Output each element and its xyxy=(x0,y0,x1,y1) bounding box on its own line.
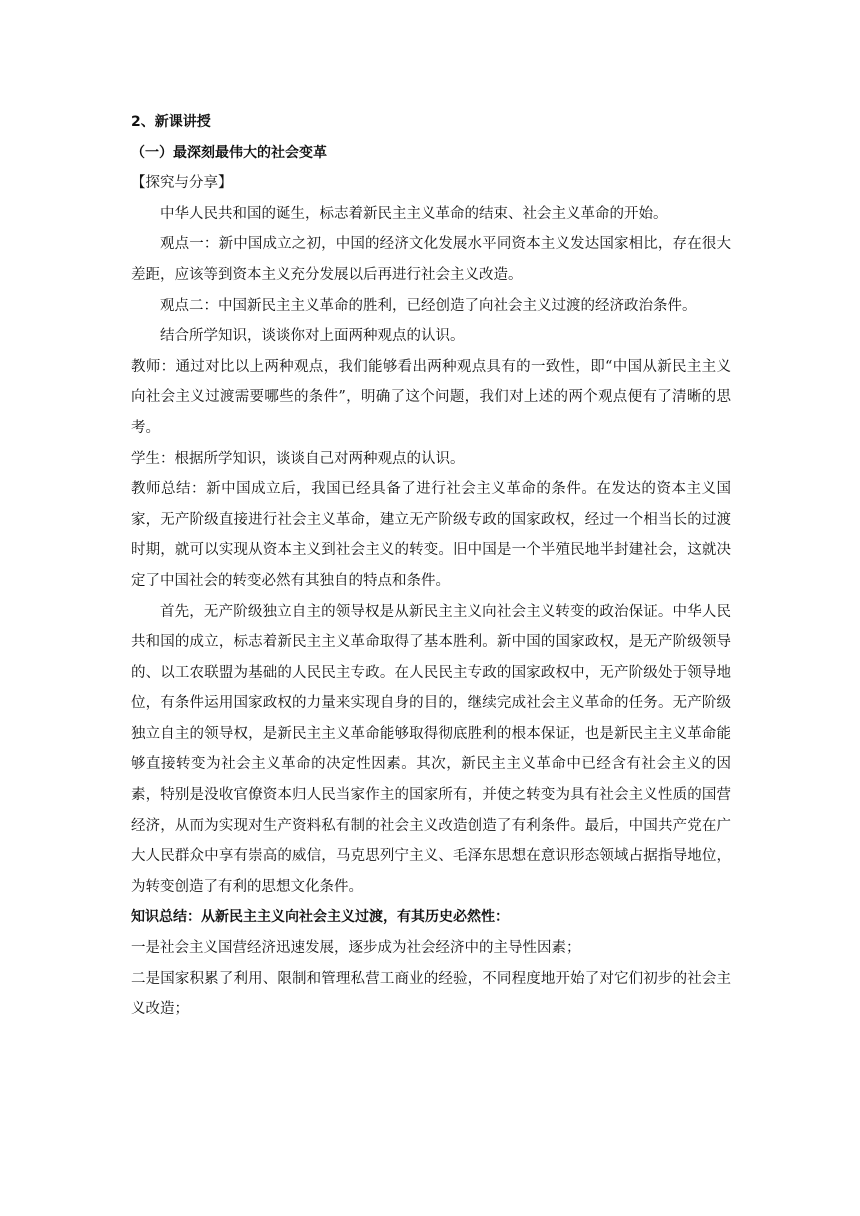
paragraph-viewpoint-one: 观点一：新中国成立之初，中国的经济文化发展水平同资本主义发达国家相比，存在很大差距，应该等到资本主义充分发展以后再进行社会主义改造。 xyxy=(131,236,731,283)
document-page xyxy=(131,107,731,1025)
paragraph-teacher: 教师：通过对比以上两种观点，我们能够看出两种观点具有的一致性，即“中国从新民主主义向社会主义过渡需要哪些的条件”，明确了这个问题，我们对上述的两个观点便有了清晰的思考。 xyxy=(131,358,731,436)
subsection-heading: （一）最深刻最伟大的社会变革 xyxy=(131,144,327,161)
paragraph-explanation: 首先，无产阶级独立自主的领导权是从新民主主义向社会主义转变的政治保证。中华人民共和国的成立，标志着新民主主义革命取得了基本胜利。新中国的国家政权，是无产阶级领导的、以工农联盟为基础的人民民主专政。在人民民主专政的国家政权中，无产阶级处于领导地位，有条件运用国家政权的力量来实现自身的目的，继续完成社会主义革命的任务。无产阶级独立自主的领导权，是新民主主义革命能够取得彻底胜利的根本保证，也是新民主主义革命能够直接转变为社会主义革命的决定性因素。其次，新民主主义革命中已经含有社会主义的因素，特别是没收官僚资本归人民当家作主的国家所有，并使之转变为具有社会主义性质的国营经济，从而为实现对生产资料私有制的社会主义改造创造了有利条件。最后，中国共产党在广大人民群众中享有崇高的威信，马克思列宁主义、毛泽东思想在意识形态领域占据指导地位，为转变创造了有利的思想文化条件。 xyxy=(131,603,731,895)
paragraph-intro: 中华人民共和国的诞生，标志着新民主主义革命的结束、社会主义革命的开始。 xyxy=(160,205,668,222)
paragraph-teacher-summary: 教师总结：新中国成立后，我国已经具备了进行社会主义革命的条件。在发达的资本主义国家，无产阶级直接进行社会主义革命，建立无产阶级专政的国家政权，经过一个相当长的过渡时期，就可以实现从资本主义到社会主义的转变。旧中国是一个半殖民地半封建社会，这就决定了中国社会的转变必然有其独自的特点和条件。 xyxy=(131,481,731,589)
summary-heading: 知识总结：从新民主主义向社会主义过渡，有其历史必然性： xyxy=(131,909,509,926)
paragraph-student: 学生：根据所学知识，谈谈自己对两种观点的认识。 xyxy=(131,450,465,467)
summary-point-two: 二是国家积累了利用、限制和管理私营工商业的经验，不同程度地开始了对它们初步的社会主义改造； xyxy=(131,970,731,1018)
activity-label: 【探究与分享】 xyxy=(131,175,233,192)
section-heading: 2、新课讲授 xyxy=(131,114,211,130)
summary-point-one: 一是社会主义国营经济迅速发展，逐步成为社会经济中的主导性因素； xyxy=(131,940,581,957)
paragraph-viewpoint-two: 观点二：中国新民主主义革命的胜利，已经创造了向社会主义过渡的经济政治条件。 xyxy=(160,297,697,314)
paragraph-prompt: 结合所学知识，谈谈你对上面两种观点的认识。 xyxy=(160,328,465,345)
